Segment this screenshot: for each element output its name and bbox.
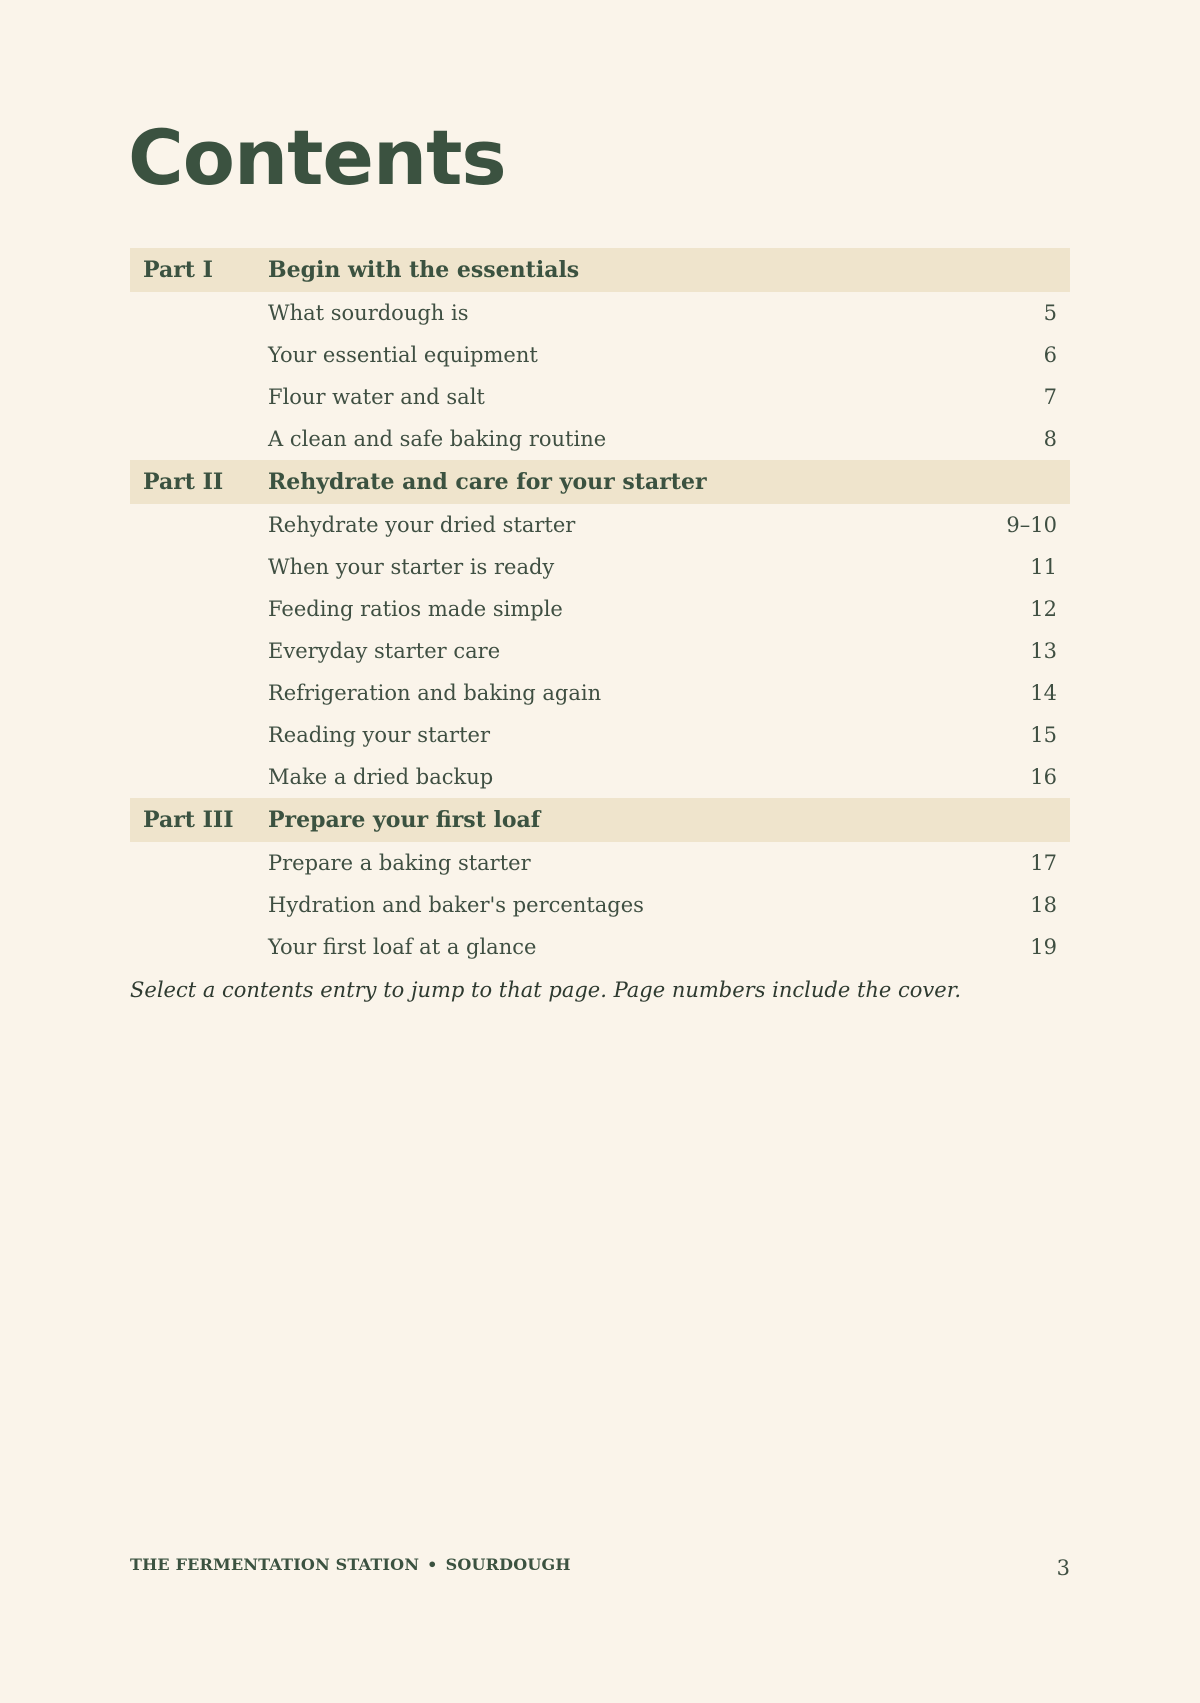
part-title: Rehydrate and care for your starter [268,469,707,495]
footer-section: SOURDOUGH [445,1555,571,1574]
toc-entry-page: 15 [1030,723,1057,747]
toc-entry-title: Rehydrate your dried starter [268,513,576,537]
toc-entry[interactable] [130,504,1070,546]
toc-entry-title: Hydration and baker's percentages [268,893,644,917]
part-label: Part II [143,469,224,495]
part-header-3 [130,798,1070,842]
toc-entry-title: A clean and safe baking routine [268,427,607,451]
toc-entry-page: 14 [1030,681,1057,705]
toc-entry[interactable] [130,714,1070,756]
toc-entry-title: Make a dried backup [268,765,494,789]
footer-brand [130,1555,571,1574]
part-label: Part III [143,807,234,833]
toc-entry-page: 19 [1030,935,1057,959]
toc-entry-page: 7 [1043,385,1057,409]
toc-entry[interactable] [130,630,1070,672]
toc-entry-title: Your first loaf at a glance [268,935,537,959]
toc-entry-title: Refrigeration and baking again [268,681,602,705]
toc-entry[interactable] [130,546,1070,588]
toc-entry-title: When your starter is ready [268,555,555,579]
toc-entry-page: 11 [1030,555,1057,579]
table-of-contents [130,248,1070,968]
toc-entry-page: 8 [1043,427,1057,451]
toc-entry[interactable] [130,842,1070,884]
toc-entry[interactable] [130,588,1070,630]
toc-entry[interactable] [130,672,1070,714]
footer-brand-name: THE FERMENTATION STATION [130,1555,420,1574]
part-title: Prepare your first loaf [268,807,541,833]
page-title: Contents [128,113,506,202]
toc-entry-page: 17 [1030,851,1057,875]
toc-entry-page: 12 [1030,597,1057,621]
instruction-note: Select a contents entry to jump to that page. Page numbers include the cover. [130,978,962,1002]
footer-separator: • [427,1555,438,1574]
toc-entry-title: Prepare a baking starter [268,851,531,875]
toc-entry-title: Feeding ratios made simple [268,597,563,621]
toc-entry-page: 16 [1030,765,1057,789]
toc-entry-title: Everyday starter care [268,639,501,663]
page-number: 3 [1056,1556,1070,1580]
part-header-1 [130,248,1070,292]
toc-entry-page: 18 [1030,893,1057,917]
toc-entry[interactable] [130,292,1070,334]
toc-entry[interactable] [130,756,1070,798]
part-title: Begin with the essentials [268,257,580,283]
toc-entry-page: 5 [1043,301,1057,325]
toc-entry-page: 6 [1043,343,1057,367]
part-header-2 [130,460,1070,504]
toc-entry[interactable] [130,418,1070,460]
toc-entry[interactable] [130,926,1070,968]
toc-entry-page: 9–10 [1006,513,1057,537]
toc-entry-title: Your essential equipment [268,343,538,367]
toc-entry[interactable] [130,884,1070,926]
toc-entry-page: 13 [1030,639,1057,663]
part-label: Part I [143,257,213,283]
toc-entry-title: Reading your starter [268,723,490,747]
toc-entry[interactable] [130,334,1070,376]
toc-entry-title: Flour water and salt [268,385,485,409]
toc-entry-title: What sourdough is [268,301,469,325]
toc-entry[interactable] [130,376,1070,418]
